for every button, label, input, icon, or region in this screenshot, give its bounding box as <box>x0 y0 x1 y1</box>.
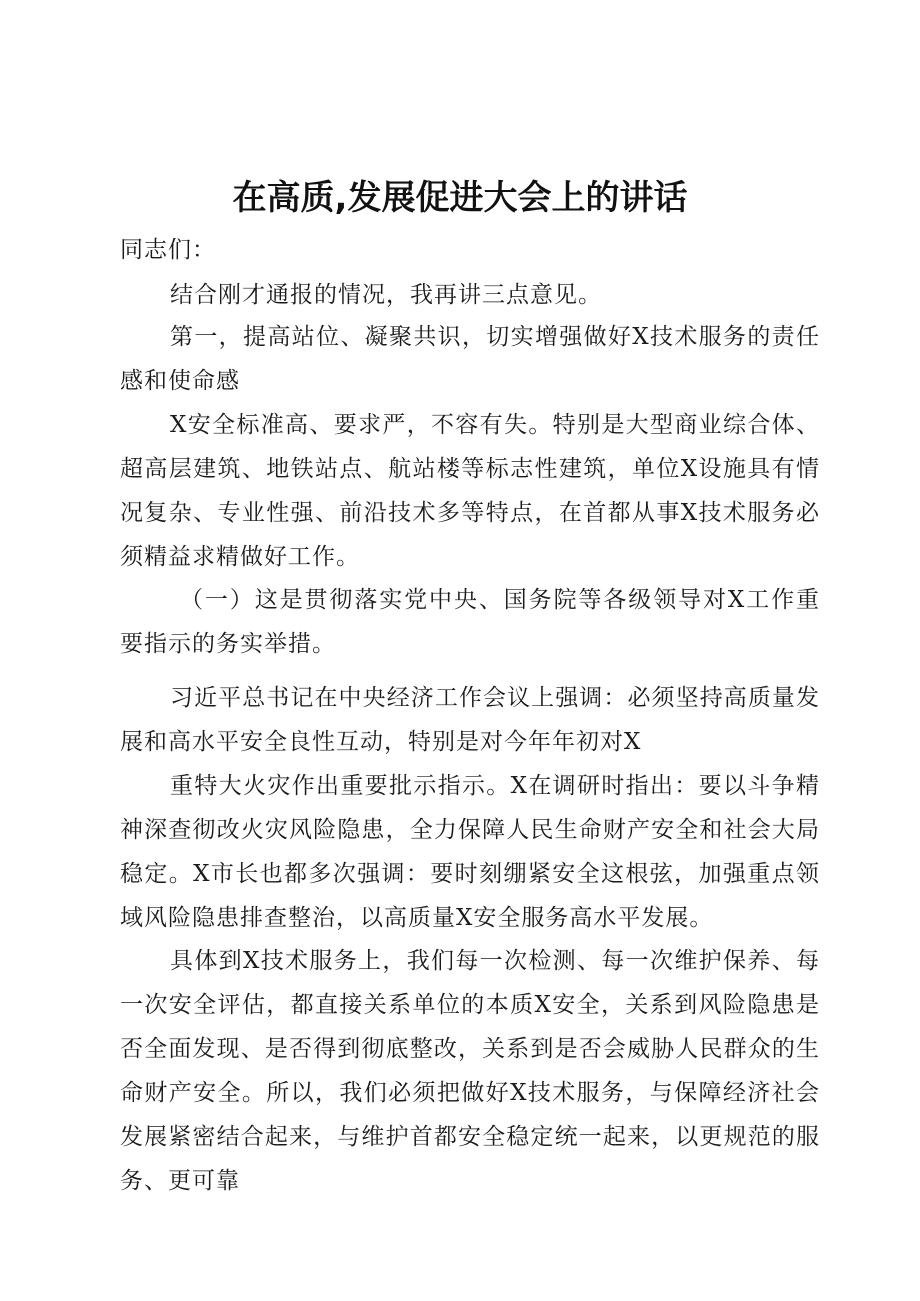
paragraph-text: X安全标准高、要求严，不容有失。特别是大型商业综合体、超高层建筑、地铁站点、航站楼等标志性建筑，单位X设施具有情况复杂、专业性强、前沿技术多等特点，在首都从事X技术服务必须精益求精做好工作。 <box>120 412 820 570</box>
paragraph-intro <box>120 273 820 317</box>
greeting-text: 同志们： <box>120 237 216 263</box>
paragraph-safety-standards <box>120 403 820 579</box>
paragraph-text: （一）这是贯彻落实党中央、国务院等各级领导对X工作重要指示的务实举措。 <box>120 587 820 657</box>
paragraph-xi-remarks <box>120 676 820 764</box>
document-title: 在高质,发展促进大会上的讲话 <box>232 178 688 218</box>
paragraph-text: 具体到X技术服务上，我们每一次检测、每一次维护保养、每一次安全评估，都直接关系单位的本质X安全，关系到风险隐患是否全面发现、是否得到彻底整改，关系到是否会威胁人民群众的生命财产安全。所以，我们必须把做好X技术服务，与保障经济社会发展紧密结合起来，与维护首都安全稳定统一起来，以更规范的服务、更可靠 <box>120 948 820 1194</box>
paragraph-text: 重特大火灾作出重要批示指示。X在调研时指出：要以斗争精神深查彻改火灾风险隐患，全力保障人民生命财产安全和社会大局稳定。X市长也都多次强调：要时刻绷紧安全这根弦，加强重点领域风险隐患排查整治，以高质量X安全服务高水平发展。 <box>120 773 820 931</box>
section-heading-first <box>120 315 820 403</box>
paragraph-text: 结合刚才通报的情况，我再讲三点意见。 <box>170 282 602 308</box>
greeting <box>120 228 820 272</box>
paragraph-text: 第一，提高站位、凝聚共识，切实增强做好X技术服务的责任感和使命感 <box>120 324 820 394</box>
paragraph-text: 习近平总书记在中央经济工作会议上强调：必须坚持高质量发展和高水平安全良性互动，特别是对今年年初对X <box>120 685 820 755</box>
paragraph-technical-service <box>120 939 820 1203</box>
subsection-heading-one <box>120 578 820 666</box>
paragraph-instructions <box>120 764 820 940</box>
